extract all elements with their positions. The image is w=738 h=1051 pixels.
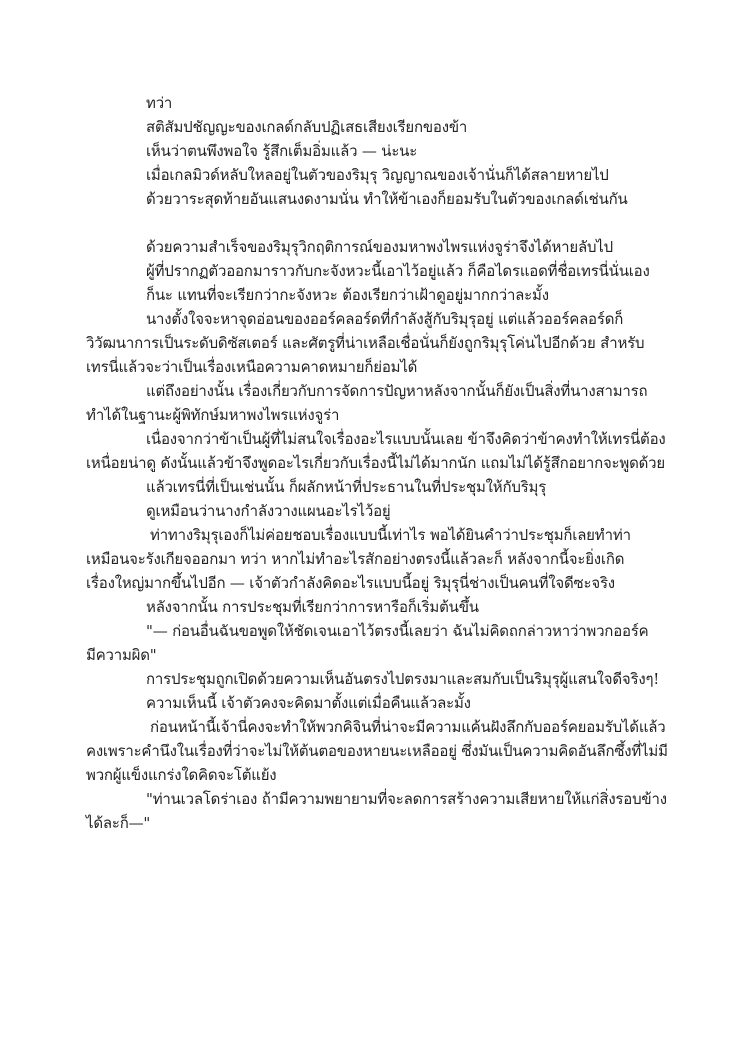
text-line: ก็นะ แทนที่จะเรียกว่ากะจังหวะ ต้องเรียกว่าเฝ้าดูอยู่มากกว่าละมั้ง [146,286,549,304]
text-line: เทรนี่แล้วจะว่าเป็นเรื่องเหนือความคาดหมายก็ย่อมได้ [86,358,418,376]
text-line: แต่ถึงอย่างนั้น เรื่องเกี่ยวกับการจัดการปัญหาหลังจากนั้นก็ยังเป็นสิ่งที่นางสามารถ [146,382,648,400]
text-line: นางตั้งใจจะหาจุดอ่อนของออร์คลอร์ดที่กำลังสู้กับริมุรุอยู่ แต่แล้วออร์คลอร์ดก็ [146,310,624,328]
text-line: ท่าทางริมุรุเองก็ไม่ค่อยชอบเรื่องแบบนี้เท่าไร พอได้ยินคำว่าประชุมก็เลยทำท่า [150,526,631,544]
text-line: พวกผู้แข็งแกร่งใดคิดจะโต้แย้ง [86,766,277,784]
text-line: ทำได้ในฐานะผู้พิทักษ์มหาพงไพรแห่งจูร่า [86,406,340,424]
text-line: ก่อนหน้านี้เจ้านี่คงจะทำให้พวกคิจินที่น่าจะมีความแค้นฝังลึกกับออร์คยอมรับได้แล้ว [150,718,666,736]
text-line: ดูเหมือนว่านางกำลังวางแผนอะไรไว้อยู่ [146,502,391,520]
text-line: แล้วเทรนี่ที่เป็นเช่นนั้น ก็ผลักหน้าที่ประธานในที่ประชุมให้กับริมุรุ [146,478,547,496]
text-line: ผู้ที่ปรากฏตัวออกมาราวกับกะจังหวะนี้เอาไว้อยู่แล้ว ก็คือไดรแอดที่ชื่อเทรนี่นั่นเอง [146,262,650,280]
text-line: เมื่อเกลมิวด์หลับใหลอยู่ในตัวของริมุรุ วิญญาณของเจ้านั่นก็ได้สลายหายไป [146,166,609,184]
text-line: ด้วยวาระสุดท้ายอันแสนงดงามนั่น ทำให้ข้าเองก็ยอมรับในตัวของเกลด์เช่นกัน [146,190,628,208]
text-line: เห็นว่าตนพึงพอใจ รู้สึกเต็มอิ่มแล้ว — น่ะนะ [146,142,418,160]
text-line: ได้ละก็—" [86,814,151,832]
text-line: สติสัมปชัญญะของเกลด์กลับปฏิเสธเสียงเรียกของข้า [146,118,468,136]
text-line: วิวัฒนาการเป็นระดับดิซัสเตอร์ และศัตรูที่น่าเหลือเชื่อนั่นก็ยังถูกริมุรุโค่นไปอีกด้วย สำหรับ [86,334,645,352]
text-line: "ท่านเวลโดร่าเอง ถ้ามีความพยายามที่จะลดการสร้างความเสียหายให้แก่สิ่งรอบข้าง [146,790,667,808]
text-line: เนื่องจากว่าข้าเป็นผู้ที่ไม่สนใจเรื่องอะไรแบบนั้นเลย ข้าจึงคิดว่าข้าคงทำให้เทรนี่ต้อง [146,430,666,448]
text-line: การประชุมถูกเปิดด้วยความเห็นอันตรงไปตรงมาและสมกับเป็นริมุรุผู้แสนใจดีจริงๆ! [146,670,660,688]
text-line: ความเห็นนี้ เจ้าตัวคงจะคิดมาตั้งแต่เมื่อคืนแล้วละมั้ง [146,694,471,712]
text-line: หลังจากนั้น การประชุมที่เรียกว่าการหารือก็เริ่มต้นขึ้น [146,598,479,616]
text-line: เรื่องใหญ่มากขึ้นไปอีก — เจ้าตัวกำลังคิดอะไรแบบนี้อยู่ ริมุรุนี่ช่างเป็นคนที่ใจดีซะจริง [86,574,615,592]
text-line: ทว่า [146,94,173,112]
text-line: ด้วยความสำเร็จของริมุรุวิกฤติการณ์ของมหาพงไพรแห่งจูร่าจึงได้หายลับไป [146,238,613,256]
text-line: เหนื่อยน่าดู ดังนั้นแล้วข้าจึงพูดอะไรเกี่ยวกับเรื่องนี้ไม่ได้มากนัก แถมไม่ได้รู้สึกอยากจะพูดด้วย [86,454,665,472]
text-line: คงเพราะคำนึงในเรื่องที่ว่าจะไม่ให้ต้นตอของหายนะเหลืออยู่ ซึ่งมันเป็นความคิดอันลึกซึ้งที่ไม่มี [86,742,668,760]
text-line: "— ก่อนอื่นฉันขอพูดให้ชัดเจนเอาไว้ตรงนี้เลยว่า ฉันไม่คิดถกล่าวหาว่าพวกออร์ค [146,622,649,640]
text-line: เหมือนจะรังเกียจออกมา ทว่า หากไม่ทำอะไรสักอย่างตรงนี้แล้วละก็ หลังจากนี้จะยิ่งเกิด [86,550,625,568]
text-line: มีความผิด" [86,646,157,664]
